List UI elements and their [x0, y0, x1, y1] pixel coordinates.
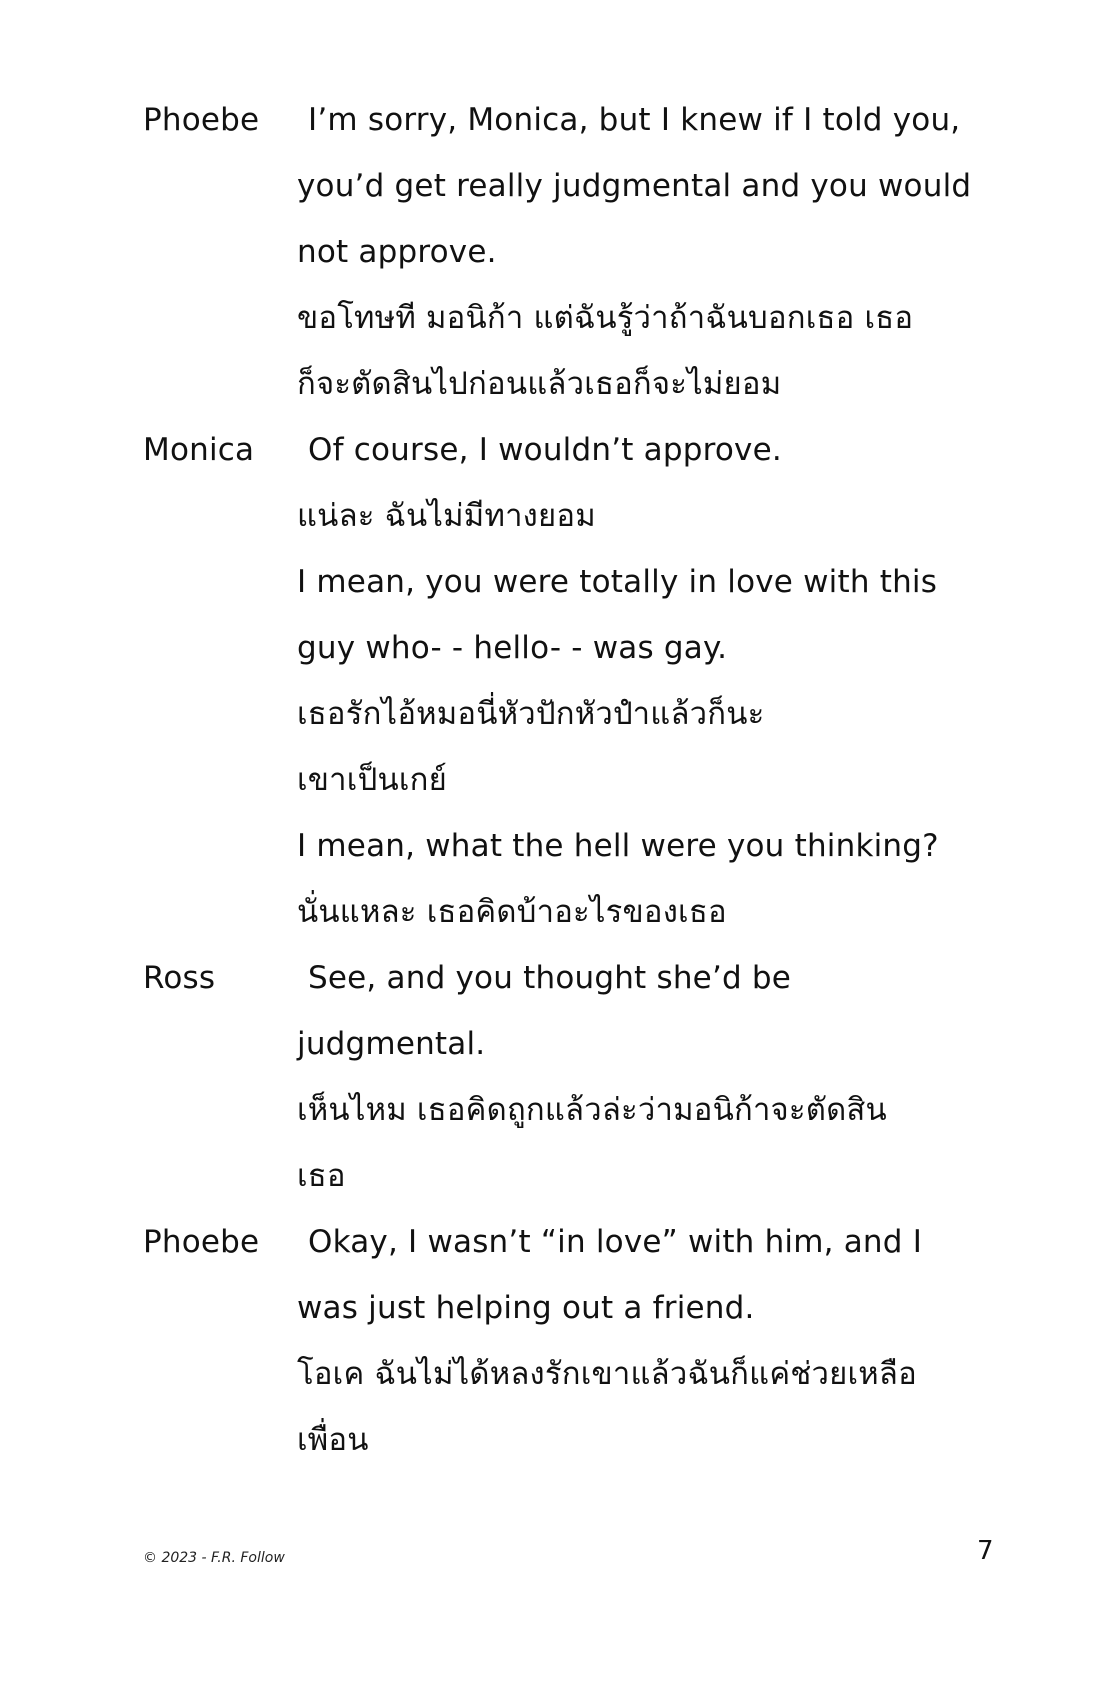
dialogue-line-thai: เห็นไหม เธอคิดถูกแล้วล่ะว่ามอนิก้าจะตัดสิน [297, 1092, 887, 1128]
speaker-name: Monica [143, 432, 255, 468]
dialogue-line: was just helping out a friend. [297, 1290, 755, 1326]
dialogue-line: you’d get really judgmental and you would [297, 168, 972, 204]
dialogue-line-thai: เธอรักไอ้หมอนี่หัวปักหัวปำแล้วก็นะ [297, 696, 765, 732]
dialogue-line-thai: เธอ [297, 1158, 346, 1194]
dialogue-line-thai: เขาเป็นเกย์ [297, 762, 447, 798]
speaker-name: Phoebe [143, 1224, 260, 1260]
dialogue-line: See, and you thought she’d be [308, 960, 792, 996]
dialogue-line: I’m sorry, Monica, but I knew if I told you, [308, 102, 961, 138]
dialogue-line: not approve. [297, 234, 497, 270]
page-number: 7 [977, 1536, 994, 1566]
dialogue-line: I mean, you were totally in love with this [297, 564, 938, 600]
dialogue-line-thai: โอเค ฉันไม่ได้หลงรักเขาแล้วฉันก็แค่ช่วยเหลือ [297, 1356, 917, 1392]
dialogue-line: Okay, I wasn’t “in love” with him, and I [308, 1224, 923, 1260]
speaker-name: Ross [143, 960, 216, 996]
speaker-name: Phoebe [143, 102, 260, 138]
dialogue-line-thai: ขอโทษที มอนิก้า แต่ฉันรู้ว่าถ้าฉันบอกเธอ เธอ [297, 300, 914, 336]
dialogue-line: I mean, what the hell were you thinking? [297, 828, 939, 864]
dialogue-line-thai: นั่นแหละ เธอคิดบ้าอะไรของเธอ [297, 894, 727, 930]
dialogue-line-thai: แน่ละ ฉันไม่มีทางยอม [297, 498, 596, 534]
dialogue-line-thai: ก็จะตัดสินไปก่อนแล้วเธอก็จะไม่ยอม [297, 366, 782, 402]
dialogue-line: guy who- - hello- - was gay. [297, 630, 728, 666]
dialogue-line: judgmental. [297, 1026, 486, 1062]
copyright-notice: © 2023 - F.R. Follow [143, 1550, 285, 1566]
dialogue-line-thai: เพื่อน [297, 1422, 369, 1458]
dialogue-line: Of course, I wouldn’t approve. [308, 432, 782, 468]
